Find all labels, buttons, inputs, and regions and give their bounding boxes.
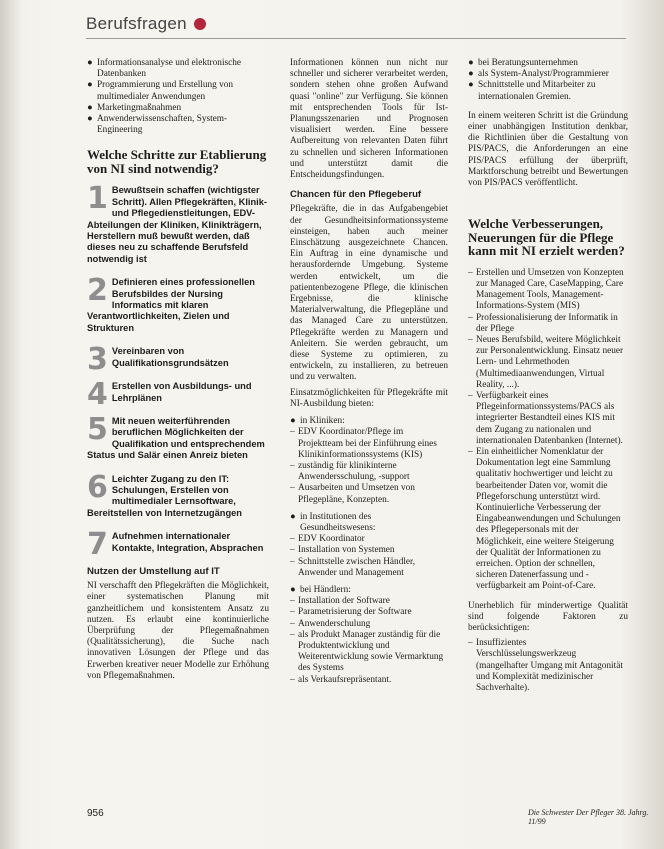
- list-item: – zuständig für klinikinterne Anwendersschulung, -support: [290, 460, 410, 483]
- list-item: – Ein einheitlicher Nomenklatur der Dokumentation legt eine Sammlung qualitativ hochwertiger und leicht zu bearbeitender Daten vor, womit die Pflegeforschung unterstützt wird. Kontinuierliche Verbesserung der Eingabeanwendungen und Schulungen des Pflegepersonals mit der Möglichkeit, eine weitere Steigerung der Qualität der Informationen zu erreichen. Option der schnellen, sicheren Datenerfassung und -verfügbarkeit am Point-of-Care.: [468, 446, 621, 592]
- column-left: [87, 58, 269, 686]
- step-2: 2 Definieren eines professionellen Berufsbildes der Nursing Informatics mit klaren Verantwortlichkeiten, Zielen und Strukturen: [87, 273, 255, 333]
- list-item: ● bei Beratungsunternehmen: [468, 58, 578, 68]
- group-clinics: [290, 416, 448, 506]
- step-4: 4 Erstellen von Ausbildungs- und Lehrplänen: [87, 377, 252, 413]
- paragraph: In einem weiteren Schritt ist die Gründung einer unabhängigen Institution denkbar, die Richtlinien über die Gestaltung von PIS/PACS, die Anforderungen an eine PIS/PACS erfüllung der überprüft, Marktforschung betreibt und Bewertungen von PIS/PACS veröffentlicht.: [468, 110, 628, 189]
- column-middle: [290, 58, 448, 686]
- group-title: ● in Institutionen des Gesundheitswesens:: [290, 511, 376, 533]
- list-item: – Installation von Systemen: [290, 545, 395, 556]
- list-item: – Professionalisierung der Informatik in der Pflege: [468, 312, 618, 334]
- list-item: – EDV Koordinator: [290, 534, 365, 545]
- list-item: ● Marketingmaßnahmen: [87, 102, 182, 113]
- list-item: ● Schnittstelle und Mitarbeiter zu internationalen Gremien.: [468, 80, 596, 102]
- group-institutions: [290, 512, 448, 579]
- list-item: – Installation der Software: [290, 596, 390, 607]
- list-item: ● Anwenderwissenschaften, System-Engineering: [87, 114, 228, 136]
- step-1: 1 Bewußtsein schaffen (wichtigster Schritt). Allen Pflegekräften, Klinik- und Pflegedienstleitungen, EDV-Abteilungen der Kliniken, Klinikträgern, Herstellern muß bewußt werden, daß dieses neu zu schaffende Berufsfeld notwendig ist: [87, 181, 268, 264]
- subheading: Nutzen der Umstellung auf IT: [87, 565, 220, 577]
- section-header: [86, 14, 206, 34]
- paragraph: NI verschafft den Pflegekräften die Möglichkeit, einer systematischen Planung mit ganzheitlichem und konsistentem Ansatz zu nutzen. Es erlaubt eine kontinuierliche Überprüfung der Pflegemaßnahmen (Qualitätssicherung), die Suche nach innovativen Lösungen der Pflege und das Erwerben kreativer neuer Modelle zur Erhöhung von Pflegemaßnahmen.: [87, 581, 269, 681]
- paragraph: Informationen können nun nicht nur schneller und sicherer verarbeitet werden, sondern stehen ohne großen Aufwand quasi "online" zur Verfügung. Sie können mit entsprechenden Tools für Ist-Planungsszenarien und Prognosen visualisiert werden. Eine bessere Aufbereitung von relevanten Daten führt zu schnellen und sicheren Informationen und unterstützt damit die Entscheidungsfindungen.: [290, 58, 448, 181]
- paragraph: Unerheblich für minderwertige Qualität sind folgende Faktoren zu berücksichtigen:: [468, 600, 628, 634]
- paragraph: Einsatzmöglichkeiten für Pflegekräfte mit NI-Ausbildung bieten:: [290, 387, 448, 409]
- list-item: – Parametrisierung der Software: [290, 607, 412, 618]
- list-item: – Ausarbeiten und Umsetzen von Pflegepläne, Konzepten.: [290, 483, 415, 505]
- list-item: – EDV Koordinator/Pflege im Projektteam bei der Einführung eines Klinikinformationssystems (KIS): [290, 427, 437, 460]
- group-title: ● in Kliniken:: [290, 416, 345, 427]
- subheading: Chancen für den Pflegeberuf: [290, 189, 422, 201]
- header-divider: [86, 38, 626, 39]
- list-item: ● Programmierung und Erstellung von multimedialer Anwendungen: [87, 80, 234, 102]
- list-item: ● als System-Analyst/Programmierer: [468, 69, 609, 80]
- red-dot-icon: [194, 18, 206, 30]
- step-6: 6 Leichter Zugang zu den IT: Schulungen, Erstellen von multimedialer Lernsoftware, Bereitstellen von Internetzugängen: [87, 469, 242, 518]
- paragraph: Pflegekräfte, die in das Aufgabengebiet der Gesundheitsinformationssysteme einsteigen, haben auch meiner Einschätzung ausgezeichnete Chancen. Ein Auftrag in eine dynamische und herausfordernde Umgebung. Systeme werden entwickelt, um die patientenbezogene Pflege, die klinischen Ergebnisse, die klinische Materialverwaltung, die Pflegepläne und das Managed Care zu unterstützen. Pflegekräfte werden zu Managern und Anleitern. Sie werden gebraucht, um diese Systeme zu optimieren, zu entwickeln, zu installieren, zu betreuen und zu verwalten.: [290, 204, 448, 383]
- list-item: ● Informationsanalyse und elektronische Datenbanken: [87, 58, 242, 80]
- page-number: 956: [87, 808, 104, 819]
- list-item: – Schnittstelle zwischen Händler, Anwender und Management: [290, 556, 416, 578]
- list-item: – Insuffizientes Verschlüsselungswerkzeug (mangelhafter Umgang mit Antagonität und Komplexität medizinischer Sachverhalte).: [468, 638, 623, 694]
- step-3: 3 Vereinbaren von Qualifikationsgrundsätzen: [87, 342, 229, 378]
- step-7: 7 Aufnehmen internationaler Kontakte, Integration, Absprachen: [87, 527, 264, 563]
- group-title: ● bei Händlern:: [290, 584, 351, 595]
- section-title: Berufsfragen: [86, 14, 187, 33]
- list-item: – Erstellen und Umsetzen von Konzepten zur Managed Care, CaseMapping, Care Management Tools, Management-Informations-System (MIS): [468, 267, 624, 312]
- list-item: – Verfügbarkeit eines Pflegeinformationssystems/PACS als integrierter Bestandteil eines KIS mit dem Zugang zu nationalen und internationalen Datenbanken (Internet).: [468, 390, 623, 446]
- list-item: – Anwenderschulung: [290, 618, 371, 629]
- question-heading: Welche Verbesserungen, Neuerungen für die Pflege kann mit NI erzielt werden?: [468, 216, 625, 259]
- column-right: [468, 58, 628, 694]
- list-item: – Neues Berufsbild, weitere Möglichkeit zur Personalentwicklung. Einsatz neuer Lern- und Lehrmethoden (Multimediaanwendungen, Virtual Reality, ...).: [468, 334, 624, 390]
- publication-line: Die Schwester Der Pfleger 38. Jahrg. 11/99: [528, 808, 649, 826]
- list-item: – als Produkt Manager zuständig für die Produktentwicklung und Weiterentwicklung sowie Vermarktung des Systems: [290, 629, 444, 674]
- step-5: 5 Mit neuen weiterführenden beruflichen Möglichkeiten der Qualifikation und entsprechendem Status und Salär einen Anreiz bieten: [87, 411, 265, 461]
- group-vendors: [290, 585, 448, 686]
- list-item: – als Verkaufsrepräsentant.: [290, 674, 392, 685]
- question-heading: Welche Schritte zur Etablierung von NI sind notwendig?: [87, 147, 267, 176]
